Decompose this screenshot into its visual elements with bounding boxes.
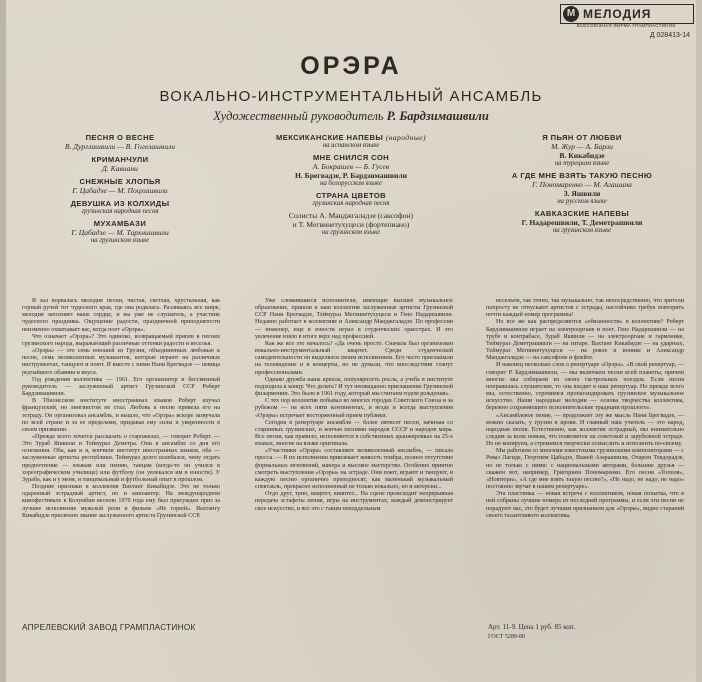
director-prefix: Художественный руководитель [213, 109, 384, 123]
paragraph: Отдо друг, трио, квартет, квинтет... На сцене происходит непрерывная передача эстафеты пения, игры на инструментах; каждый демонстрирует свое искусство, и все это с таким неподдельным [255, 491, 453, 512]
track-title: КАВКАЗСКИЕ НАПЕВЫ [534, 209, 630, 218]
tracklist-left [20, 133, 220, 248]
paragraph: Эта пластинка — новая встреча с коллективом, новая попытка, что в ней собраны лучшие номера из последней программы, и если эти песни не порадуют вас, это будет лучшим признанием для «Орэры», видно стараний своего талантливого коллектива. [486, 491, 684, 519]
liner-notes-column-1 [22, 298, 220, 520]
track [20, 133, 220, 151]
track-language: на грузинском языке [90, 237, 150, 244]
manufacturer: АПРЕЛЕВСКИЙ ЗАВОД ГРАМПЛАСТИНОК [22, 623, 196, 632]
paragraph: «Прежде всего хочется рассказать о старожилах, — говорит Роберт. — Это Зураб Яшвили и Теймураз Деметра. Они в ансамбле со дня его основания. Оба, как и я, кончили институт иностранных языков, оба — заслуженные артисты республики. Теймураз долго колебался, чему отдать предпочтение — языкам или пению, танцам (когда-то он учился в хореографическом училище) или футболу (он увлекался им в юности). У Зураба, как и у меня, и танцевальный и футбольный опыт в прошлом. [22, 433, 220, 483]
track [251, 191, 451, 207]
track-credit: Д. Кавиани [102, 164, 138, 173]
album-subtitle: ВОКАЛЬНО-ИНСТРУМЕНТАЛЬНЫЙ АНСАМБЛЬ [159, 88, 543, 105]
track-credit: Г. Цабадзе — М. Тархнишвили [71, 228, 169, 237]
track-soloists: и Т. Мегвинетухуцеси (фортепиано) [292, 220, 410, 229]
tracklist-right [482, 133, 682, 238]
track-credit: В. Дурглишвили — В. Гогелашвили [64, 142, 176, 151]
paragraph: Мы работаем со многими известными грузинскими композиторами — с Реваз Лагиде, Георгием Цабадзе, Важей Азарашвили, Отаром Тевдорадзе, но не только с ними: с национальными авторами, большие друзья — скажем вот, например, Григорием Пономаренко. Его песня «Тополя», «Ноктюрн», «А где мне взять такую песню?», «Не надо, не надо, не надо» постоянно звучат в нашем репертуаре». [486, 448, 684, 491]
paragraph: «Орэра» — это семь юношей из Грузии, объединенных любовью к песне, семь великолепных музыкантов, которые играют на различных инструментах, танцуют и поют. И вместе с ними Нани Брегвадзе — певица редчайшего обаяния и вкуса. [22, 348, 220, 376]
price: Арт. 11-9. Цена 1 руб. 85 коп. [488, 623, 576, 631]
tracklist-middle [251, 133, 451, 240]
track-performers: З. Яшвили [563, 189, 601, 198]
paragraph: Год рождения коллектива — 1961. Его организатор и бессменный руководитель — заслуженный артист Грузинской ССР Роберт Бардзимашвили. [22, 376, 220, 398]
track-soloists: Солисты А. Манджгаладзе (саксофон) [288, 211, 414, 220]
track-title: СТРАНА ЦВЕТОВ [315, 191, 387, 200]
track-title: СНЕЖНЫЕ ХЛОПЬЯ [79, 177, 161, 186]
paragraph: Однако дружба наша крепла, популярность росла, а учеба в институте подходила к концу. Что делать? И тут неожиданно приглашение Грузинской филармонии. Это было в 1961 году, который мы считаем годом рождения». [255, 376, 453, 398]
track [20, 177, 220, 195]
paragraph: С тех пор коллектив побывал во многих городах Советского Союза и за рубежом — на всех пяти континентах, и везде и всегда выступления «Орэры» встречает восторженный прием публики. [255, 398, 453, 419]
catalog-number: Д 028413-14 [649, 32, 690, 39]
track-title: Я ПЬЯН ОТ ЛЮБВИ [542, 133, 622, 142]
track-title: ДЕВУШКА ИЗ КОЛХИДЫ [70, 199, 170, 208]
track-credit: М. Жур — А. Барли [551, 142, 613, 151]
track [482, 209, 682, 234]
paragraph: Но все же как распределяются «обязанности» в коллективе? Роберт Бардзимашвили играет на электрооргане и поет. Гено Надарешвили — на трубе и контрабасе, Зураб Яшвили — на электрооргане и гармонике, Теймураз Деметрашвили — на гитаре. Вахтанг Кикабидзе — на ударных, Теймураз Мегвинетухуцеси — на рояле и ионике и Александр Манджгаладзе — на саксофоне и флейте. [486, 319, 684, 362]
track-language: грузинская народная песня [312, 200, 390, 207]
liner-notes-column-2 [255, 298, 453, 513]
track [251, 211, 451, 236]
director-name: Р. Бардзимашвили [386, 109, 489, 123]
paragraph: «Участники «Орэра» составляют великолепный ансамбль, — писала пресса. — В их исполнении привлекает живость тембра, полное отсутствие формальных мгновений, манера и высокое мастерство. Особенно приятно смотреть выступления «Орэры» на эстраде. Они поют, играют и танцуют, и каждую песню органично преподносят, как маленький музыкальный спектакль, прекрасно исполненный не только вокально, но и актерски... [255, 448, 453, 491]
track-performers: Г. Надарешвили, Т. Деметрашвили [521, 218, 643, 227]
paragraph: В Тбилисском институте иностранных языков Роберт изучал французский, но лингвистом не стал. Любовь к песне привела его на эстраду. Он организовал ансамбль, и вышло, что «Орэра» вскоре зазвучала по всей стране и за ее пределами, придавая ему силы и уверенности в своем призвании. [22, 398, 220, 433]
paragraph: «Ансамблевое пение, — продолжает эту же мысль Нани Брегвадзе, — можно сказать, у грузин в крови. И главный наш учитель — это народ, народная песня. Естественно, как коллектив эстрадный, мы внимательно следим за всем новым, что появляется на советской и зарубежной эстраде. Но не копируем, а стремимся творчески осмыслить и исполнить по-своему. [486, 412, 684, 448]
track-language: грузинская народная песня [81, 208, 159, 215]
liner-notes-column-3 [486, 298, 684, 520]
paragraph: Поздние признаки в коллектив Вахтанг Кикабидзе. Это не только одаренный эстрадный артист, но и киноактер. На международном кинофестивале в Колумбии весною 1970 года ему был присужден приз за лучшее исполнение мужской роли в фильме «Не горюй». Вахтангу Кикабидзе присвоено звание заслуженного артиста Грузинской ССР. [22, 484, 220, 519]
track-language: на грузинском языке [552, 227, 612, 234]
melodiya-logo [560, 4, 694, 24]
track-performers: В. Кикабидзе [559, 151, 605, 160]
track-title: МЕКСИКАНСКИЕ НАПЕВЫ (народные) [276, 133, 426, 142]
track [20, 199, 220, 215]
track-title: КРИМАНЧУЛИ [91, 155, 149, 164]
track-language: на белорусском языке [319, 180, 383, 187]
track-title: ПЕСНЯ О ВЕСНЕ [85, 133, 155, 142]
track [482, 171, 682, 205]
track-language: на турецком языке [554, 160, 610, 167]
album-title: ОРЭРА [300, 52, 402, 80]
paragraph: весельем, так точно, так музыкально, так непосредственно, что зрители попросту не отпускают артистов с эстрады, настойчиво требуя повторить почти каждый номер программы! [486, 298, 684, 319]
logo-text: МЕЛОДИЯ [583, 7, 652, 21]
track-credit: Г. Цабадзе — М. Поцхишвили [72, 186, 168, 195]
track-performers: Н. Брегвадзе, Р. Бардзимашвили [294, 171, 408, 180]
paragraph: Как же все это началось? «Да очень просто. Сначала был организован вокально-инструментальный квартет. Среди студенческой самодеятельности он выделялся своим исполнением. Его часто приглашали на телевидение и в концерты, но не думали, что впоследствии станут профессионалами. [255, 340, 453, 376]
track [20, 219, 220, 244]
track-title: МУХАМБАЗИ [93, 219, 147, 228]
artistic-director [0, 109, 702, 124]
standard-code: ГОСТ 5289-80 [488, 634, 525, 640]
track-language: на испанском языке [322, 142, 380, 149]
track-title: МНЕ СНИЛСЯ СОН [312, 153, 390, 162]
track-language: на русском языке [557, 198, 607, 205]
paragraph: Уже сложившиеся исполнители, имеющие высшее музыкальное образование, пришли в наш коллектив заслуженные артисты Грузинской ССР Нани Брегвадзе, Теймураз Мегвинетухуцеси и Гено Надарешвили. Недавно работает в коллективе и Александр Манджгаладзе. По профессии — инженер, еще в юности играл в студенческих оркестрах. И это увлечение взяло в итоге верх над профессией. [255, 298, 453, 340]
track-credit: А. Бокрашев — Б. Гусев [312, 162, 390, 171]
track-language: на грузинском языке [321, 229, 381, 236]
paragraph: В зал ворвалась мелодия песни, чистая, светлая, хрустальная, как горный ручей тот чудесного края, где она родилась. Разливаясь все шире, мелодия заполняет ваше сердце, и вы уже не слушатель, а участник чудесного праздника. Ощущение радости, праздничной приподнятости неизменно охватывает вас, когда поет «Орэра». [22, 298, 220, 333]
logo-subtitle: ВСЕСОЮЗНАЯ ФИРМА ГРАМПЛАСТИНОК [576, 23, 676, 28]
track-title-note: (народные) [385, 133, 426, 142]
track [251, 133, 451, 149]
paragraph: Что означает «Орэра»? Это одиноко, возвращаемый припев в песнях грузинского народа, выражающий различные оттенки радости и веселья. [22, 333, 220, 347]
melodiya-logo-icon: М [563, 6, 579, 22]
track [251, 153, 451, 187]
paragraph: И наконец несколько слов о репертуаре «Орэра». «В свой репертуар, — говорит Р. Бардзимашвили, — мы включаем песни всей планеты, причем многие мы собираем из своих гастрольных поездок. Если песня понравилась слушателям, то она входит в наш репертуар. Но прежде всего мы, естественно, стремимся пропагандировать грузинское музыкальное искусство. Наши народные мелодии — основа творчества коллектива, бережно сохраняющего исполнительские традиции прошлого». [486, 362, 684, 412]
paragraph: Сегодня в репертуаре ансамбля — более пятисот песен, начиная со старинных грузинских, и кончая песнями народов СССР и народов мира. Все песни, как правило, исполняются в собственных аранжировках на 25-х языках, многие на языке оригинала. [255, 419, 453, 448]
track [482, 133, 682, 167]
track-credit: Г. Пономаренко — М. Агашина [532, 180, 632, 189]
track-title: А ГДЕ МНЕ ВЗЯТЬ ТАКУЮ ПЕСНЮ [511, 171, 653, 180]
track [20, 155, 220, 173]
